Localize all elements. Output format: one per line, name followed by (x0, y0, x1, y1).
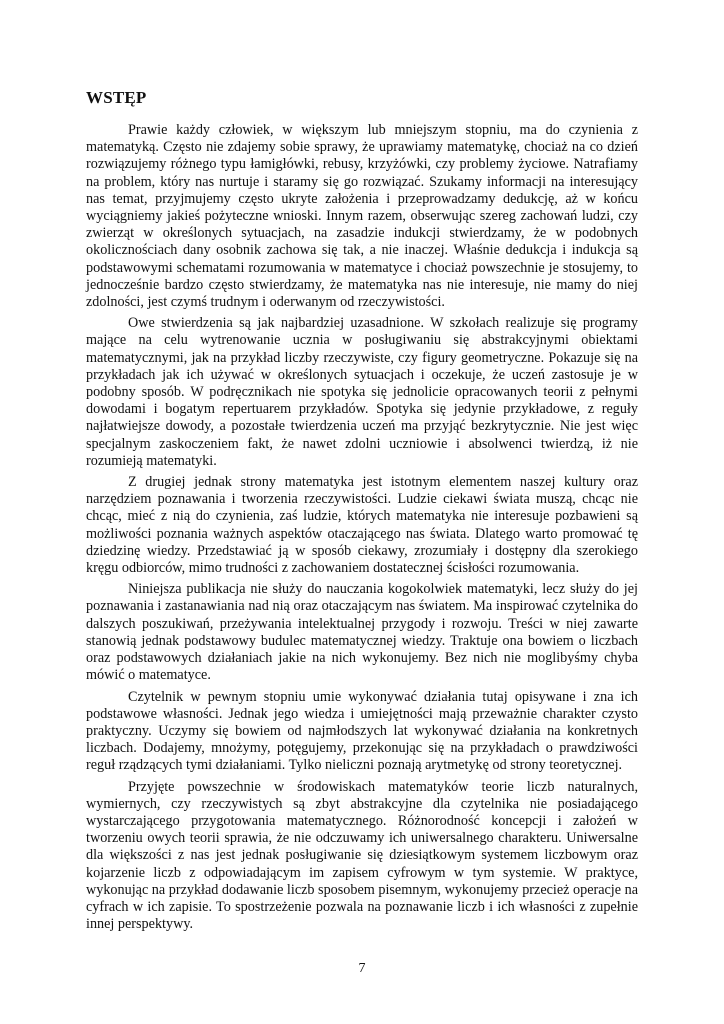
paragraph: Przyjęte powszechnie w środowiskach matematyków teorie liczb naturalnych, wymiernych, czy rzeczywistych są zbyt abstrakcyjne dla czytelnika nie posiadającego wystarczającego przygotowania matematycznego. Różnorodność koncepcji i założeń w tworzeniu owych teorii sprawia, że nie odczuwamy ich uniwersalnego charakteru. Uniwersalne dla większości z nas jest jednak posługiwanie się dziesiątkowym systemem liczbowym oraz kojarzenie liczb z odpowiadającym im zapisem cyfrowym w tym systemie. W praktyce, wykonując na przykład dodawanie liczb sposobem pisemnym, wykonujemy przecież operacje na cyfrach w ich zapisie. To spostrzeżenie pozwala na poznawanie liczb i ich własności z zupełnie innej perspektywy. (86, 778, 638, 933)
paragraph: Owe stwierdzenia są jak najbardziej uzasadnione. W szkołach realizuje się programy mające na celu wytrenowanie ucznia w posługiwaniu się abstrakcyjnymi obiektami matematycznymi, jak na przykład liczby rzeczywiste, czy figury geometryczne. Pokazuje się na przykładach jak ich używać w określonych sytuacjach i oczekuje, że uczeń zastosuje je w podobny sposób. W podręcznikach nie spotyka się jednolicie opracowanych teorii z pełnymi dowodami i bogatym repertuarem przykładów. Spotyka się jedynie przykładowe, z reguły najłatwiejsze dowody, a pozostałe twierdzenia uczeń ma przyjąć bezkrytycznie. Nie jest więc specjalnym zaskoczeniem fakt, że nawet zdolni uczniowie i absolwenci twierdzą, iż nie rozumieją matematyki. (86, 315, 638, 469)
paragraph: Niniejsza publikacja nie służy do nauczania kogokolwiek matematyki, lecz służy do jej poznawania i zastanawiania nad nią oraz otaczającym nas światem. Ma inspirować czytelnika do dalszych poszukiwań, przeżywania intelektualnej przygody i rozwoju. Treści w niej zawarte stanowią jednak podstawowy budulec matematycznej wiedzy. Traktuje ona bowiem o liczbach oraz podstawowych działaniach jakie na nich wykonujemy. Bez nich nie moglibyśmy chyba mówić o matematyce. (86, 581, 638, 684)
paragraph: Prawie każdy człowiek, w większym lub mniejszym stopniu, ma do czynienia z matematyką. Często nie zdajemy sobie sprawy, że uprawiamy matematykę, chociaż na co dzień rozwiązujemy różnego typu łamigłówki, rebusy, krzyżówki, czy problemy życiowe. Natrafiamy na problem, który nas nurtuje i staramy się go rozwiązać. Szukamy informacji na interesujący nas temat, przyjmujemy często ukryte założenia i przeprowadzamy dedukcję, aż w końcu wyciągniemy jakieś pożyteczne wnioski. Innym razem, obserwując szereg zachowań ludzi, czy zwierząt w określonych sytuacjach, na zasadzie indukcji stwierdzamy, że w podobnych okolicznościach dany osobnik zachowa się tak, a nie inaczej. Właśnie dedukcja i indukcja są podstawowymi schematami rozumowania w matematyce i chociaż powszechnie je stosujemy, to jednocześnie bardzo często stwierdzamy, że matematyka nas nie interesuje, nie mamy do niej zdolności, jest czymś trudnym i oderwanym od rzeczywistości. (86, 122, 638, 311)
paragraph: Z drugiej jednak strony matematyka jest istotnym elementem naszej kultury oraz narzędziem poznawania i tworzenia rzeczywistości. Ludzie ciekawi świata muszą, chcąc nie chcąc, mieć z nią do czynienia, zaś ludzie, których matematyka nie interesuje pozbawieni są możliwości poznania ważnych aspektów otaczającego nas świata. Dlatego warto promować tę dziedzinę wiedzy. Przedstawiać ją w sposób ciekawy, zrozumiały i dostępny dla szerokiego kręgu odbiorców, mimo trudności z zachowaniem dostatecznej ścisłości rozumowania. (86, 474, 638, 577)
page-title: WSTĘP (86, 88, 147, 107)
page-number: 7 (358, 961, 366, 976)
paragraph: Czytelnik w pewnym stopniu umie wykonywać działania tutaj opisywane i zna ich podstawowe własności. Jednak jego wiedza i umiejętności mają przeważnie charakter czysto praktyczny. Uczymy się bowiem od najmłodszych lat wykonywać działania na konkretnych liczbach. Dodajemy, mnożymy, potęgujemy, przekonując się na przykładach o prawdziwości reguł rządzących tymi działaniami. Tylko nieliczni poznają arytmetykę od strony teoretycznej. (86, 688, 638, 774)
body-text (86, 122, 638, 937)
